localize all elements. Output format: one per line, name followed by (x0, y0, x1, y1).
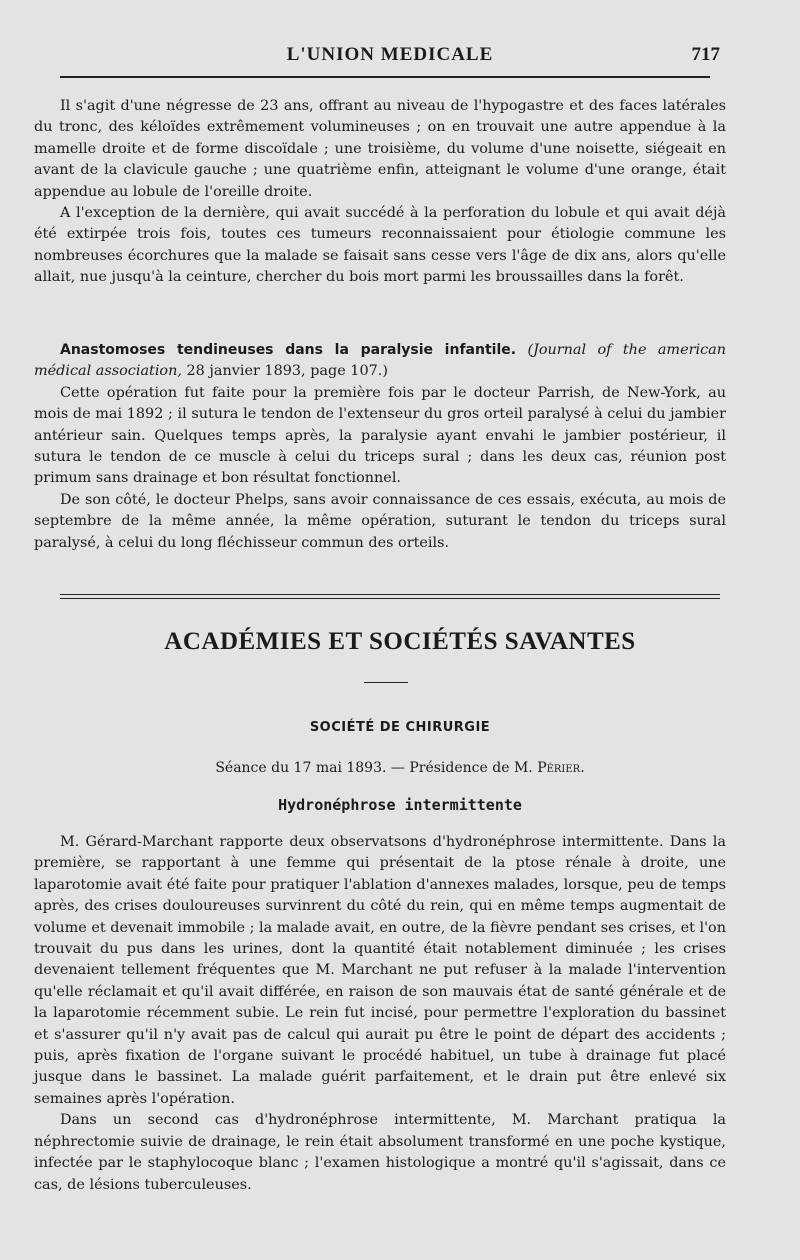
report-text-block (34, 832, 726, 1196)
society-name: SOCIÉTÉ DE CHIRURGIE (309, 720, 491, 735)
paragraph: Cette opération fut faite pour la première fois par le docteur Parrish, de New-York, au mois de mai 1892 ; il sutura le tendon de l'extenseur du gros orteil paralysé à celui du jambier antérieur sain. Quelques temps après, la paralysie ayant envahi le jambier postérieur, il sutura le tendon de ce muscle à celui du triceps sural ; dans les deux cas, réunion post primum sans drainage et bon résultat fonctionnel. (34, 384, 726, 487)
paragraph: Dans un second cas d'hydronéphrose intermittente, M. Marchant pratiqua la néphrectomie suivie de drainage, le rein était absolument transformé en une poche kystique, infectée par le staphylocoque blanc ; l'examen histologique a montré qu'il s'agissait, dans ce cas, de lésions tuberculeuses. (34, 1112, 726, 1193)
header-rule (60, 76, 710, 78)
short-rule (364, 682, 408, 683)
article-heading (34, 340, 726, 383)
article-source-date: 28 janvier 1893, page 107.) (181, 363, 388, 380)
top-text-block (34, 96, 726, 289)
article-block (34, 340, 726, 554)
report-title: Hydronéphrose intermittente (278, 796, 522, 814)
paragraph: A l'exception de la dernière, qui avait succédé à la perforation du lobule et qui avait déjà été extirpée trois fois, toutes ces tumeurs reconnaissaient pour étiologie commune les nombreuses écorchures que la malade se faisait sans cesse vers l'âge de dix ans, alors qu'elle allait, nue jusqu'à la ceinture, chercher du bois mort parmi les broussailles dans la forêt. (34, 205, 726, 286)
page-header (60, 38, 720, 78)
article-title: Anastomoses tendineuses dans la paralysie infantile. (60, 342, 517, 358)
page-number: 717 (691, 44, 720, 65)
session-prefix: Séance du 17 mai 1893. — Présidence de M. (215, 760, 538, 776)
paragraph: De son côté, le docteur Phelps, sans avoir connaissance de ces essais, exécuta, au mois de septembre de la même année, la même opération, suturant le tendon du triceps sural paralysé, à celui du long fléchisseur commun des orteils. (34, 491, 726, 551)
running-title: L'UNION MEDICALE (286, 44, 494, 65)
section-title: ACADÉMIES ET SOCIÉTÉS SAVANTES (164, 628, 636, 655)
president-name: Périer (537, 760, 581, 776)
session-suffix: . (580, 760, 585, 776)
session-line (0, 760, 800, 776)
paragraph: M. Gérard-Marchant rapporte deux observatsons d'hydronéphrose intermittente. Dans la première, se rapportant à une femme qui présentait de la ptose rénale à droite, une laparotomie avait été faite pour pratiquer l'ablation d'annexes malades, lorsque, peu de temps après, des crises douloureuses survinrent du côté du rein, qui en même temps augmentait de volume et devenait immobile ; la malade avait, en outre, de la fièvre pendant ses crises, et l'on trouvait du pus dans les urines, dont la quantité était notablement diminuée ; les crises devenaient tellement fréquentes que M. Marchant ne put refuser à la malade l'intervention qu'elle réclamait et qu'il avait différée, en raison de son mauvais état de santé générale et de la laparotomie récemment subie. Le rein fut incisé, pour permettre l'exploration du bassinet et s'assurer qu'il n'y avait pas de calcul qui aurait pu être le point de départ des accidents ; puis, après fixation de l'organe suivant le procédé habituel, un tube à drainage fut placé jusque dans le bassinet. La malade guérit parfaitement, et le drain put être enlevé six semaines après l'opération. (34, 834, 726, 1107)
paragraph: Il s'agit d'une négresse de 23 ans, offrant au niveau de l'hypogastre et des faces latérales du tronc, des kéloïdes extrêmement volumineuses ; on en trouvait une autre appendue à la mamelle droite et de forme discoïdale ; une troisième, du volume d'une noisette, siégeait en avant de la clavicule gauche ; une quatrième enfin, atteignant le volume d'une orange, était appendue au lobule de l'oreille droite. (34, 98, 726, 200)
article-source: (Journal of the american médical association, (34, 342, 726, 380)
section-divider (60, 594, 720, 599)
